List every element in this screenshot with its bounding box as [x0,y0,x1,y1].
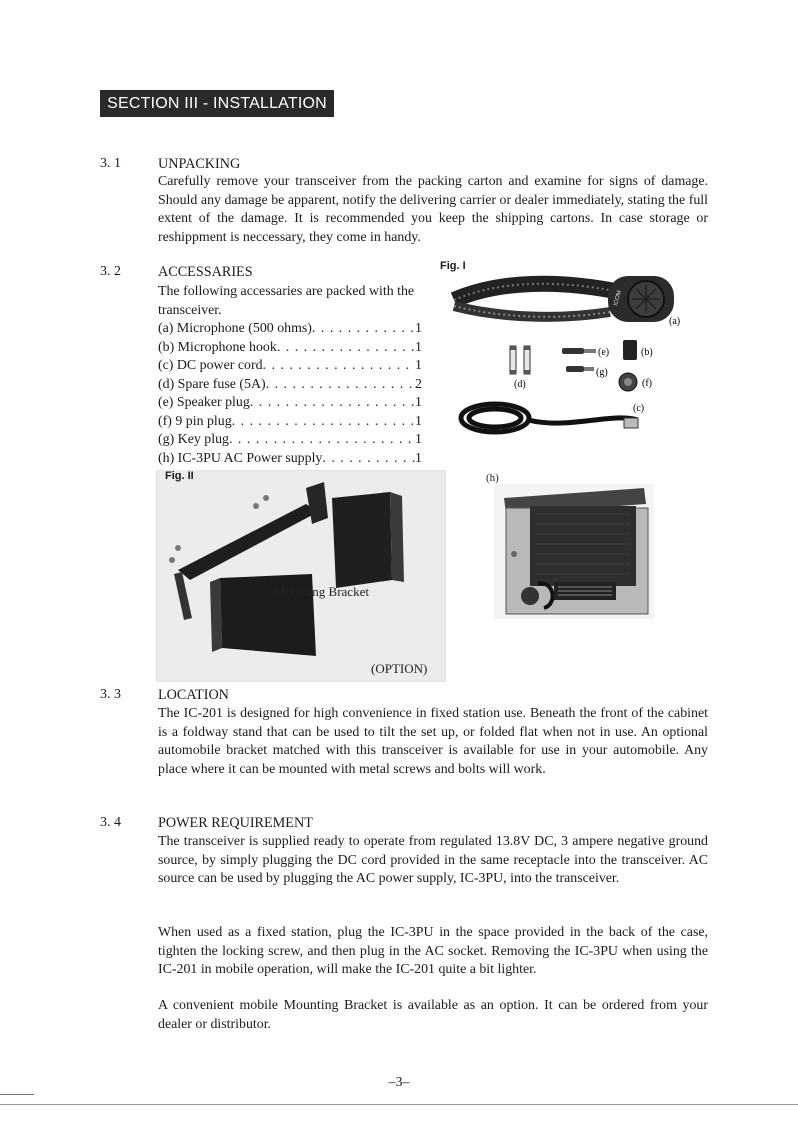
fig-1-label-e: (e) [598,347,610,358]
fig-2-title: Fig. II [162,470,197,482]
fig-1-title: Fig. I [440,260,466,272]
section-3-4-paragraph-2: When used as a fixed station, plug the IC-3PU in the space provided in the back of the case, tighten the locking screw, and then plug in the AC socket. Removing the IC-3PU when using the IC-201 in mobile operation, will make the IC-201 quite a bit lighter. [158,925,708,977]
section-3-1-paragraph: Carefully remove your transceiver from the packing carton and examine for signs of damage. Should any damage be apparent, notify the delivering carrier or dealer immediately, stating the full extent of the damage. It is recommended you keep the shipping cartons. In case storage or reshippment is neccessary, they come in handy. [158,174,708,245]
nine-pin-plug-illustration [619,373,637,391]
list-item: (b) Microphone hook . . . 1 [158,339,422,358]
fig-1-accessories-photo [440,262,690,462]
coiled-cord-illustration [454,284,620,317]
fig-2-mounting-bracket-photo [156,470,446,682]
list-item: (a) Microphone (500 ohms) . . . 1 [158,320,422,339]
spare-fuse-illustration [510,346,530,374]
power-supply-socket [521,587,539,605]
fig-1-label-c: (c) [633,403,645,414]
fig-1-label-g: (g) [596,367,608,378]
section-3-4-paragraph-3: A convenient mobile Mounting Bracket is available as an option. It can be ordered from your dealer or distributor. [158,998,708,1032]
mic-brand-text: ICOM [613,289,623,307]
section-3-2-title: ACCESSARIES [158,264,253,280]
microphone-illustration [608,276,674,322]
section-3-4-paragraph-1: The transceiver is supplied ready to operate from regulated 13.8V DC, 3 ampere negative ground source, by simply plugging the DC cord provided in the same receptacle into the transceiver. AC source can be used by plugging the AC power supply, IC-3PU, into the transceiver. [158,834,708,886]
bracket-right-plate-illustration [332,492,404,588]
list-item: (d) Spare fuse (5A) . . . 2 [158,376,422,395]
accessaries-list [158,320,422,468]
section-banner: SECTION III - INSTALLATION [100,90,334,117]
section-3-3-paragraph: The IC-201 is designed for high convenience in fixed station use. Beneath the front of the cabinet is a foldway stand that can be used to tilt the set up, or folded flat when not in use. An optional automobile bracket matched with this transceiver is available for use in your automobile. Any place where it can be mounted with metal screws and bolts will work. [158,706,708,777]
fig-1-label-h: (h) [486,472,499,484]
list-item: (e) Speaker plug . . . 1 [158,394,422,413]
section-3-1-title: UNPACKING [158,156,241,172]
section-3-2-number: 3. 2 [100,264,121,279]
fig-2-option-label: (OPTION) [371,661,428,676]
list-item: (f) 9 pin plug . . . 1 [158,413,422,432]
ic-3pu-power-supply-photo [494,484,654,619]
fig-1-label-d: (d) [514,379,526,390]
fig-1-label-b: (b) [641,347,653,358]
microphone-hook-illustration [623,340,637,360]
section-3-3-number: 3. 3 [100,687,121,702]
list-item: (g) Key plug . . . 1 [158,431,422,450]
accessaries-intro: The following accessaries are packed with the transceiver. [158,284,415,318]
footer-rule-short [0,1094,34,1095]
section-3-4-number: 3. 4 [100,815,121,830]
fig-2-caption: Mounting Bracket [274,584,369,599]
speaker-plug-illustration [562,348,596,354]
section-3-4-title: POWER REQUIREMENT [158,815,313,831]
page-number: –3– [388,1075,410,1090]
list-item: (h) IC-3PU AC Power supply . . . 1 [158,450,422,469]
section-3-1-number: 3. 1 [100,156,121,171]
dc-power-cord-illustration [461,404,638,432]
list-item: (c) DC power cord . . . 1 [158,357,422,376]
fig-1-label-f: (f) [642,378,652,389]
key-plug-illustration [566,366,594,372]
footer-rule [0,1104,798,1105]
section-3-3-title: LOCATION [158,687,229,703]
fig-1-label-a: (a) [669,316,681,327]
